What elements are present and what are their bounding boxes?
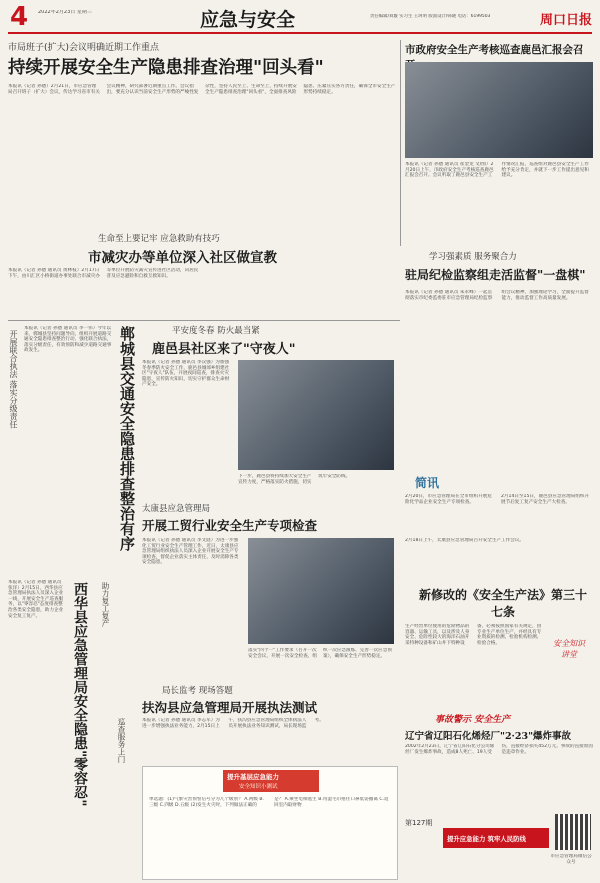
- jiangzhi-body: 本报讯（记者 孙德 通讯员 朱永峰）一起贯彻落实市纪委监委驻市应急管理局纪检监察组会议精神，加强理论学习，全面提升监督能力，推动监督工作高质量发展。: [405, 290, 589, 301]
- taikang-story: [142, 502, 396, 682]
- luyi-photo: [238, 360, 394, 470]
- brief-title: 简讯: [415, 476, 440, 490]
- community-story: [8, 232, 396, 322]
- lead-kicker: 市局班子(扩大)会议明确近期工作重点: [8, 43, 160, 53]
- issue-number: 第127期: [405, 819, 433, 827]
- footer: [405, 812, 593, 878]
- law-stamp: 安全知识 讲堂: [553, 639, 585, 659]
- xihua-kicker-bottom: 巡查服务上门: [117, 718, 126, 763]
- meeting-photo: [405, 62, 593, 158]
- right-top-body: 本报讯（记者 孙德 通讯员 崔金龙 文/图）2月20日上午，市政府安全生产考核巡查鹿邑汇报会召开。会议听取了鹿邑县安全生产工作情况汇报，巡查组对鹿邑县安全生产工作给予充分肯定，并就下一步工作提出意见和建议。: [405, 162, 589, 179]
- yuncheng-headline: 郸城县交通安全隐患排查整治有序: [118, 326, 136, 551]
- yuncheng-body: 本报讯（记者 孙德 通讯员 李一伟）今年以来，郸城县坚持问题导向，组织开展道路交通安全隐患排查整治行动，强化联合执法，落实分级责任，有效预防和减少道路交通事故发生。: [24, 326, 112, 354]
- yuncheng-kicker: 开展联合执法 落实分级责任: [9, 330, 18, 429]
- lesson-body: 2002年2月23日，辽宁省辽阳石化分公司烯烃厂发生爆炸事故，造成8人死亡、19人受伤，直接经济损失452万元。事故的直接原因是违章作业。: [405, 744, 593, 755]
- quiz-header-sub: 安全知识小测试: [239, 784, 278, 790]
- brief-item: 2月20日，市应急管理局在全市组织开展危险化学品企业安全生产专项检查。: [405, 494, 492, 505]
- jiangzhi-kicker: 学习强素质 服务聚合力: [429, 252, 517, 262]
- fugou-body: 本报讯（记者 孙德 通讯员 李志军）为进一步增强执法业务能力，2月15日上午，扶沟县应急管理局组织全体执法人员开展执法业务知识测试，局长现场监考。: [142, 718, 324, 729]
- lead-body: 本报讯（记者 孙德）2月21日，市应急管理局召开班子（扩大）会议，传达学习省市有关会议精神，研究部署近期重点工作。会议指出，要充分认识当前安全生产形势的严峻性复杂性，坚持人民至上、生命至上，持续开展安全生产隐患排查治理"回头看"，全面排查风险隐患，压紧压实各方责任，确保全市安全生产形势持续稳定。: [8, 84, 396, 95]
- lesson-banner: 事故警示 安全生产: [435, 715, 511, 725]
- fugou-kicker: 局长监考 现场答题: [162, 686, 233, 696]
- section-title: 应急与安全: [200, 9, 296, 31]
- luyi-headline: 鹿邑县社区来了"守夜人": [152, 342, 296, 357]
- quiz-header-title: 提升基层应急能力: [227, 773, 279, 781]
- brief-section: [405, 474, 593, 582]
- lesson-section: [405, 712, 593, 808]
- masthead-rule: [8, 32, 592, 34]
- quiz-body: 单选题：(1)气象灾害预警信号分为几个级别？ A.两级 B.三级 C.四级 D.五级 (2)发生火灾时，下列做法正确的是？ A.乘坐电梯逃生 B.用湿毛巾捂住口鼻低姿撤离 C.返回室内取财物: [149, 797, 389, 808]
- luyi-body: 本报讯（记者 孙德 通讯员 李汉强）为加强冬春季防火安全工作，鹿邑县城郊乡组建社区"守夜人"队伍，开展夜间巡查，排查火灾隐患，宣传防火知识，切实守护群众生命财产安全。: [142, 360, 230, 388]
- qr-caption: 市应急管理局微信公众号: [550, 854, 592, 865]
- fugou-headline: 扶沟县应急管理局开展执法测试: [142, 700, 318, 715]
- qr-code-icon: [555, 814, 591, 850]
- brief-item: 2月14日至15日，鹿邑县应急管理局组织开展节后复工复产安全生产大检查。: [501, 494, 590, 505]
- lesson-headline: 辽宁省辽阳石化烯烃厂"2·23"爆炸事故: [405, 731, 572, 742]
- slogan-text: 提升应急能力 筑牢人民防线: [447, 835, 526, 843]
- lead-story: [8, 40, 396, 228]
- lead-headline: 持续开展安全生产隐患排查治理"回头看": [8, 58, 324, 78]
- slogan-banner: [443, 828, 549, 848]
- right-top-story: [405, 40, 593, 246]
- xihua-headline: 西华县应急管理局安全隐患"零容忍": [72, 582, 88, 807]
- luyi-caption: 下一步，鹿邑县将持续加大安全生产宣传力度，严格落实防火措施，切实筑牢安全防线。: [238, 474, 351, 485]
- law-section: [405, 584, 593, 710]
- law-body: 生产经营单位使用的危险物品的容器、运输工具，以及涉及人身安全、危险性较大的海洋石油开采特种设备和矿山井下特种设备，必须按照国家有关规定，由专业生产单位生产，并经具有专业资质的检测、检验机构检测、检验合格。: [405, 624, 542, 646]
- jiangzhi-story: [405, 250, 593, 470]
- date-line: 2022年2月23日 星期三: [38, 10, 92, 15]
- page-number: 4: [10, 2, 29, 32]
- xihua-body: 本报讯（记者 孙德 通讯员 张洋）2月15日，西华县应急管理局执法人员深入企业一线，开展安全生产巡查服务，以"零容忍"态度排查整治各类安全隐患，助力企业安全复工复产。: [8, 580, 64, 619]
- community-body: 本报讯（记者 孙德 通讯员 黄林枝）2月17日下午，由川汇区小桥街道办事处联合市减灾办等单位开展防灾减灾宣传进社区活动，向居民普及应急避险和自救互救知识。: [8, 268, 199, 279]
- quiz-header: [223, 770, 319, 792]
- luyi-kicker: 平安度冬春 防火最当紧: [172, 326, 260, 336]
- yuncheng-story: [8, 324, 138, 574]
- quiz-box: [142, 766, 398, 880]
- jiangzhi-headline: 驻局纪检监察组走活监督"一盘棋": [405, 268, 586, 282]
- luyi-story: [142, 324, 396, 500]
- right-top-headline: 市政府安全生产考核巡查鹿邑汇报会召: [405, 44, 584, 56]
- community-headline: 市减灾办等单位深入社区做宣教: [88, 250, 277, 266]
- taikang-headline: 开展工贸行业安全生产专项检查: [142, 518, 318, 533]
- brief-item: 2月18日上午，太康县应急管理局召开安全生产工作会议。: [405, 538, 525, 543]
- divider: [400, 40, 401, 246]
- law-headline: 新修改的《安全生产法》第三十七条: [418, 588, 587, 619]
- xihua-story: [8, 578, 138, 878]
- divider: [8, 320, 400, 321]
- taikang-caption: 落实"四个一"工作要求（召开一次安全会议、开展一次安全检查、组织一次应急演练、完善一次应急预案），确保安全生产形势稳定。: [248, 648, 392, 659]
- xihua-kicker-top: 助力复工复产: [101, 582, 110, 627]
- brand-logo: 周口日报: [540, 13, 593, 28]
- masthead: [0, 0, 600, 34]
- community-kicker: 生命至上要记牢 应急救助有技巧: [98, 234, 220, 244]
- taikang-kicker: 太康县应急管理局: [142, 504, 211, 514]
- fugou-story: [142, 684, 396, 764]
- taikang-photo: [248, 538, 394, 644]
- editor-line: 责任编辑/刘璇 实习生 王珂明 版面设计/韩晓 电话：6199503: [370, 14, 491, 19]
- taikang-body: 本报讯（记者 孙德 通讯员 李文庭）为进一步强化工贸行业安全生产管理工作，近日，太康县应急管理局组织执法人员深入企业开展安全生产专项检查，督促企业落实主体责任，及时消除各类安全隐患。: [142, 538, 239, 566]
